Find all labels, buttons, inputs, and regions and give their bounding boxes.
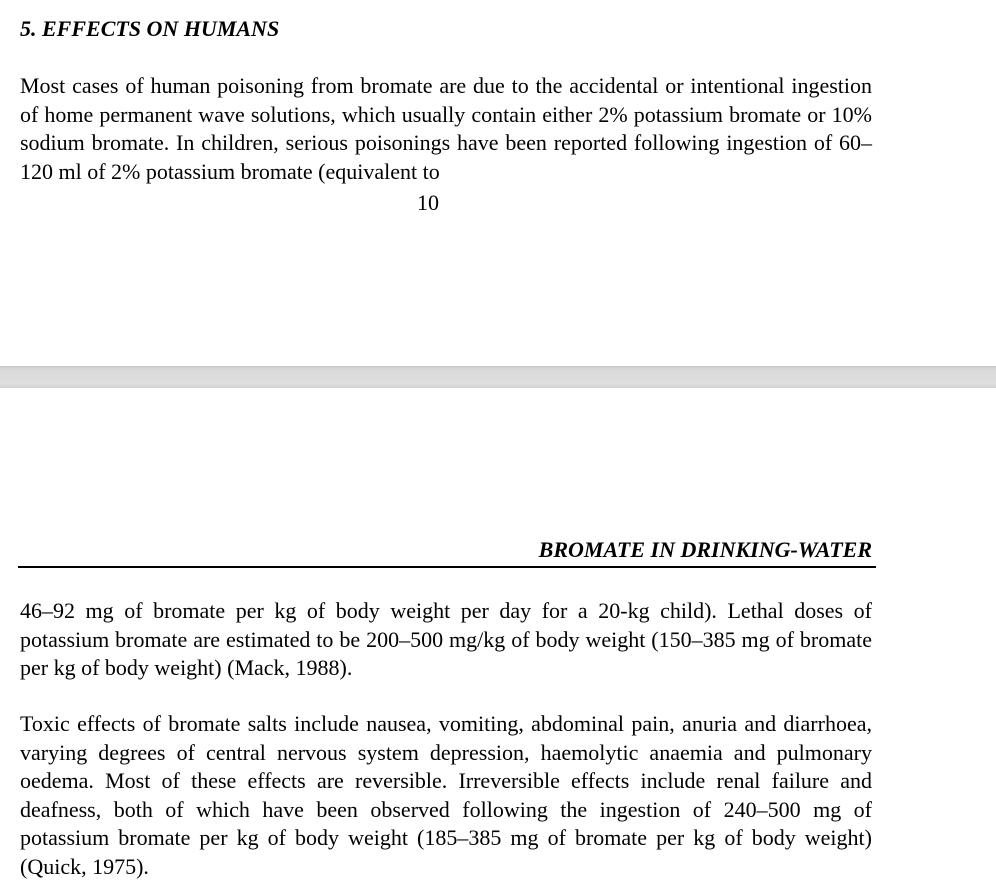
paragraph-1: Most cases of human poisoning from bromate are due to the accidental or intentional ingestion of home permanent wave solutions, which usually contain either 2% potassium bromate or 10% sodium bromate. In children, serious poisonings have been reported following ingestion of 60–120 ml of 2% potassium bromate (equivalent to: [20, 73, 872, 184]
header-rule: [18, 566, 876, 568]
paragraph-3: Toxic effects of bromate salts include nausea, vomiting, abdominal pain, anuria and diarrhoea, varying degrees of central nervous system depression, haemolytic anaemia and pulmonary oedema. Most of these effects are reversible. Irreversible effects include renal failure and deafness, both of which have been observed following the ingestion of 240–500 mg of potassium bromate per kg of body weight (185–385 mg of bromate per kg of body weight) (Quick, 1975).: [20, 711, 872, 879]
page-top: [0, 0, 996, 366]
page-separator: [0, 366, 996, 388]
page-number: 10: [417, 190, 439, 215]
running-header: BROMATE IN DRINKING-WATER: [538, 537, 872, 562]
paragraph-2: 46–92 mg of bromate per kg of body weight per day for a 20-kg child). Lethal doses of potassium bromate are estimated to be 200–500 mg/kg of body weight (150–385 mg of bromate per kg of body weight) (Mack, 1988).: [20, 598, 872, 680]
section-heading: 5. EFFECTS ON HUMANS: [20, 16, 280, 41]
